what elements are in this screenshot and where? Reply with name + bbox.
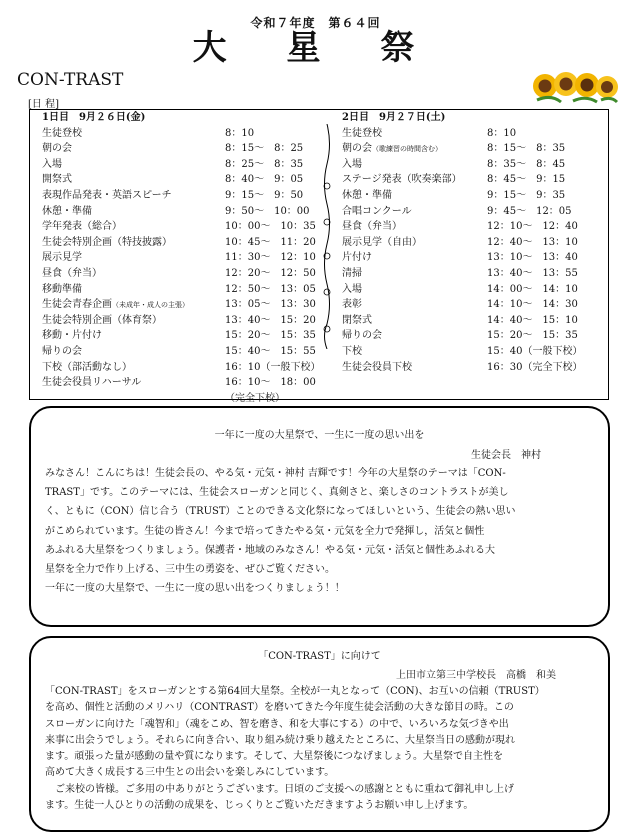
schedule-row xyxy=(42,328,332,344)
event-time: 12：40〜 13：10 xyxy=(487,236,578,248)
event-name: 休憩・準備 xyxy=(42,205,92,217)
event-name: 休憩・準備 xyxy=(342,189,392,201)
event-time: 15：20〜 15：35 xyxy=(225,330,316,342)
schedule-row xyxy=(42,235,332,251)
day1-events xyxy=(42,126,332,407)
schedule-row xyxy=(342,297,604,313)
schedule-row xyxy=(42,204,332,220)
event-time: 15：40（一般下校） xyxy=(487,345,583,357)
schedule-row xyxy=(42,126,332,142)
schedule-label: [日 程] xyxy=(28,99,59,110)
event-name: 入場 xyxy=(342,283,362,295)
event-time: 16：10〜 18：00 xyxy=(225,377,316,389)
event-name: 表彰 xyxy=(342,299,362,311)
message-line: がこめられています。生徒の皆さん！今まで培ってきたやる気・元気を全力で発揮し，活気と個性 xyxy=(45,525,485,537)
event-name: 昼食（弁当） xyxy=(42,267,102,279)
event-time: 8：15〜 8：25 xyxy=(225,143,304,155)
event-name: 生徒登校 xyxy=(42,127,82,139)
event-name: 下校 xyxy=(342,345,362,357)
event-time: 8：10 xyxy=(487,127,517,139)
event-name: 帰りの会 xyxy=(42,345,82,357)
message-line: ご来校の皆様。ご多用の中ありがとうございます。日頃のご支援への感謝とともに重ねて御礼申し上げ xyxy=(45,783,514,795)
event-time: 8：35〜 8：45 xyxy=(487,158,566,170)
event-name: 生徒会特別企画（体育祭） xyxy=(42,314,162,326)
day1-column xyxy=(42,110,332,406)
student-president-message xyxy=(29,406,610,627)
schedule-row xyxy=(42,157,332,173)
event-time: 14：40〜 15：10 xyxy=(487,314,578,326)
event-name: ステージ発表（吹奏楽部） xyxy=(342,174,462,186)
event-time: 8：40〜 9：05 xyxy=(225,174,304,186)
schedule-row xyxy=(42,250,332,266)
message-line: を高め、個性と活動のメリハリ（CONTRAST）を磨いてきた今年度生徒会活動の大きな節目の時。この xyxy=(45,702,514,714)
event-name: 生徒会役員リハーサル xyxy=(42,377,142,389)
message1-title: 一年に一度の大星祭で、一生に一度の思い出を xyxy=(214,430,425,441)
event-name: 生徒登校 xyxy=(342,127,382,139)
message-line: みなさん！こんにちは！生徒会長の、やる気・元気・神村 吉輝です！今年の大星祭のテーマは「CON- xyxy=(45,468,506,479)
schedule-row xyxy=(42,282,332,298)
message-line: 一年に一度の大星祭で、一生に一度の思い出をつくりましょう！！ xyxy=(45,583,345,595)
event-name: 清掃 xyxy=(342,267,362,279)
message-line: TRAST」です。このテーマには、生徒会スローガンと同じく、真剣さと、楽しさのコントラストが美し xyxy=(45,487,509,499)
event-name: 生徒会青春企画（未成年・成人の主張） xyxy=(42,299,189,311)
schedule-row xyxy=(342,313,604,329)
event-name: 帰りの会 xyxy=(342,330,382,342)
event-time: （完全下校） xyxy=(225,392,285,404)
message-line: スローガンに向けた「魂智和」（魂をこめ、智を磨き、和を大事にする）の中で、いろいろな気づきや出 xyxy=(45,718,509,730)
message2-title: 「CON-TRAST」に向けて xyxy=(258,651,381,662)
event-name: 展示見学（自由） xyxy=(342,236,422,248)
event-note: （歌練習の時間含む） xyxy=(372,145,442,154)
event-time: 12：20〜 12：50 xyxy=(225,267,316,279)
message1-author: 生徒会長 神村 xyxy=(471,450,541,461)
schedule-row xyxy=(342,172,604,188)
event-name: 入場 xyxy=(42,158,62,170)
event-time: 11：30〜 12：10 xyxy=(225,252,316,264)
event-name: 展示見学 xyxy=(42,252,82,264)
event-time: 15：20〜 15：35 xyxy=(487,330,578,342)
message-line: ます。生徒一人ひとりの活動の成果を、じっくりとご覧いただきますようお願い申し上げます。 xyxy=(45,800,474,812)
message-line: 来事に出会うでしょう。それらに向き合い、取り組み続け乗り越えたところに、大星祭当日の感動が現れ xyxy=(45,734,515,746)
schedule-row xyxy=(342,157,604,173)
day2-header: 2日目 9月２７日(土) xyxy=(342,112,446,123)
event-name: 片付け xyxy=(342,252,372,264)
schedule-row xyxy=(42,188,332,204)
event-name: 入場 xyxy=(342,158,362,170)
schedule-row xyxy=(42,360,332,376)
schedule-row xyxy=(42,141,332,157)
day2-events xyxy=(342,126,604,376)
schedule-row xyxy=(42,297,332,313)
schedule-row xyxy=(42,172,332,188)
event-name: 昼食（弁当） xyxy=(342,221,402,233)
event-time: 9：15〜 9：50 xyxy=(225,189,304,201)
message-line: 「CON-TRAST」をスローガンとする第64回大星祭。全校が一丸となって（CON)、お互いの信頼（TRUST） xyxy=(45,686,545,697)
event-time: 12：50〜 13：05 xyxy=(225,283,316,295)
event-name: 朝の会（歌練習の時間含む） xyxy=(342,143,442,155)
event-time: 15：40〜 15：55 xyxy=(225,345,316,357)
event-time: 14：10〜 14：30 xyxy=(487,299,578,311)
event-time: 16：10（一般下校） xyxy=(225,361,321,373)
event-time: 14：00〜 14：10 xyxy=(487,283,578,295)
sunflower-icon xyxy=(531,68,619,108)
schedule-row xyxy=(42,391,332,407)
event-time: 13：10〜 13：40 xyxy=(487,252,578,264)
message2-author: 上田市立第三中学校長 高橋 和美 xyxy=(396,670,556,681)
event-time: 10：00〜 10：35 xyxy=(225,221,316,233)
event-name: 下校（部活動なし） xyxy=(42,361,132,373)
schedule-row xyxy=(342,188,604,204)
event-time: 12：10〜 12：40 xyxy=(487,221,578,233)
principal-message xyxy=(29,636,610,832)
event-name: 閉祭式 xyxy=(342,314,372,326)
event-time: 9：45〜 12：05 xyxy=(487,205,572,217)
schedule-row xyxy=(342,204,604,220)
schedule-box xyxy=(29,109,609,404)
event-time: 13：40〜 13：55 xyxy=(487,267,578,279)
event-time: 9：50〜 10：00 xyxy=(225,205,310,217)
event-name: 合唱コンクール xyxy=(342,205,412,217)
message1-body xyxy=(45,464,595,598)
event-note: （未成年・成人の主張） xyxy=(112,301,189,310)
event-time: 10：45〜 11：20 xyxy=(225,236,316,248)
day1-header: 1日目 9月２６日(金) xyxy=(42,112,146,123)
event-time: 8：15〜 8：35 xyxy=(487,143,566,155)
schedule-row xyxy=(342,250,604,266)
event-name: 生徒会特別企画（特技披露） xyxy=(42,236,172,248)
day2-column xyxy=(342,110,604,375)
schedule-row xyxy=(342,282,604,298)
event-name: 移動準備 xyxy=(42,283,82,295)
event-time: 16：30（完全下校） xyxy=(487,361,583,373)
schedule-row xyxy=(342,235,604,251)
event-time: 9：15〜 9：35 xyxy=(487,189,566,201)
event-name: 朝の会 xyxy=(42,143,72,155)
event-name: 移動・片付け xyxy=(42,330,102,342)
event-time: 8：25〜 8：35 xyxy=(225,158,304,170)
event-time: 13：05〜 13：30 xyxy=(225,299,316,311)
theme-title: CON-TRAST xyxy=(17,70,124,90)
event-time: 13：40〜 15：20 xyxy=(225,314,316,326)
schedule-row xyxy=(42,375,332,391)
event-time: 8：45〜 9：15 xyxy=(487,174,566,186)
message-line: あふれる大星祭をつくりましょう。保護者・地域のみなさん！やる気・元気・活気と個性あふれる大 xyxy=(45,544,495,556)
message2-body xyxy=(45,684,597,814)
schedule-row xyxy=(42,219,332,235)
message-line: ます。頑張った量が感動の量や質になります。そして、大星祭後につなげましょう。大星祭で自主性を xyxy=(45,751,503,763)
schedule-row xyxy=(42,344,332,360)
edition-label: 令和７年度 第６４回 xyxy=(250,16,381,30)
schedule-row xyxy=(342,126,604,142)
schedule-row xyxy=(342,344,604,360)
schedule-row xyxy=(342,219,604,235)
festival-title: 大 星 祭 xyxy=(192,28,439,68)
event-name: 生徒会役員下校 xyxy=(342,361,412,373)
schedule-row xyxy=(342,141,604,157)
event-name: 学年発表（総合） xyxy=(42,221,122,233)
message-line: 高めて大きく成長する三中生との出会いを楽しみにしています。 xyxy=(45,767,335,779)
schedule-row xyxy=(342,266,604,282)
schedule-row xyxy=(42,313,332,329)
flower-vine-icon xyxy=(320,124,334,349)
schedule-row xyxy=(342,328,604,344)
message-line: く、ともに（CON）信じ合う（TRUST）ことのできる文化祭になってほしいという、生徒会の熱い思い xyxy=(45,506,516,518)
message-line: 星祭を全力で作り上げる、三中生の勇姿を、ぜひご覧ください。 xyxy=(45,564,335,576)
schedule-row xyxy=(42,266,332,282)
event-name: 表現作品発表・英語スピーチ xyxy=(42,189,172,201)
event-name: 開祭式 xyxy=(42,174,72,186)
schedule-row xyxy=(342,360,604,376)
event-time: 8：10 xyxy=(225,127,255,139)
